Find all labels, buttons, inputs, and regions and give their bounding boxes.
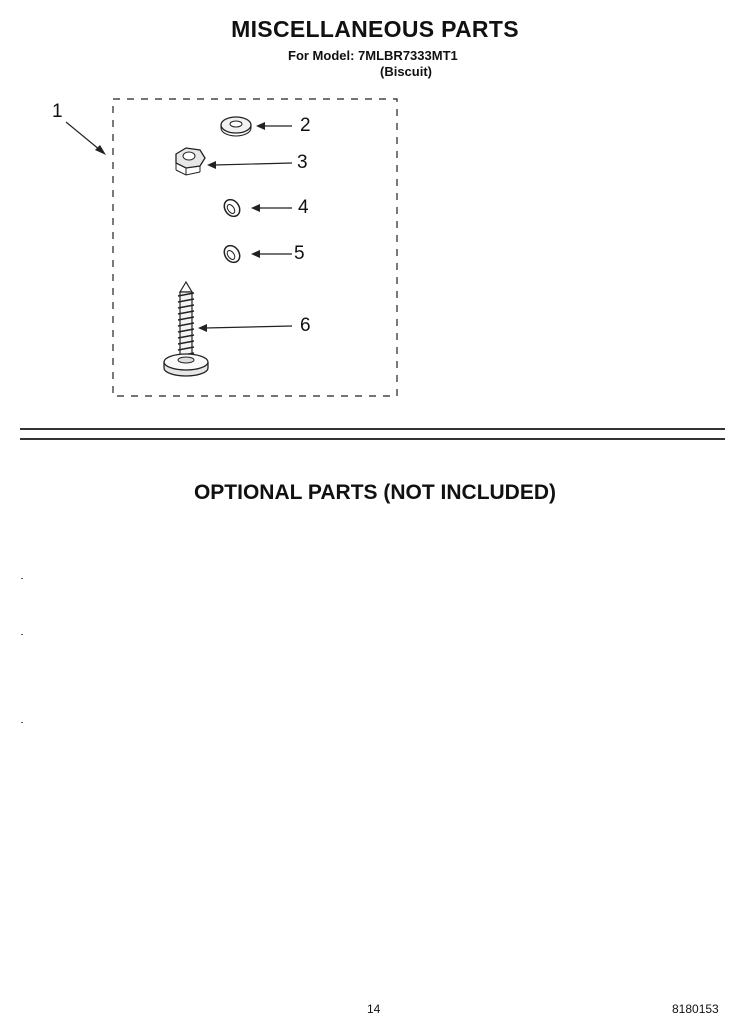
optional-parts-title: OPTIONAL PARTS (NOT INCLUDED) bbox=[193, 481, 557, 504]
document-number: 8180153 bbox=[672, 1002, 719, 1016]
callout-2: 2 bbox=[300, 115, 311, 136]
margin-mark bbox=[21, 578, 23, 579]
callout-1: 1 bbox=[52, 101, 63, 122]
leader-3 bbox=[207, 161, 292, 169]
model-line: For Model: 7MLBR7333MT1 bbox=[288, 48, 458, 63]
callout-4: 4 bbox=[298, 197, 309, 218]
page-title: MISCELLANEOUS PARTS bbox=[231, 16, 519, 42]
clip-icon bbox=[221, 197, 243, 220]
page-number: 14 bbox=[367, 1002, 381, 1016]
margin-mark bbox=[21, 722, 23, 723]
parts-group-box bbox=[113, 99, 397, 396]
callout-3: 3 bbox=[297, 152, 308, 173]
color-line: (Biscuit) bbox=[380, 64, 432, 79]
leader-6 bbox=[198, 324, 292, 332]
hex-nut-icon bbox=[176, 148, 205, 175]
callout-6: 6 bbox=[300, 315, 311, 336]
leader-5 bbox=[251, 250, 292, 258]
margin-mark bbox=[21, 634, 23, 635]
leader-2 bbox=[256, 122, 292, 130]
leader-1 bbox=[66, 122, 106, 155]
clip-icon bbox=[221, 243, 243, 266]
callout-5: 5 bbox=[294, 243, 305, 264]
washer-icon bbox=[221, 117, 251, 136]
leader-4 bbox=[251, 204, 292, 212]
section-divider-bottom bbox=[20, 438, 725, 440]
section-divider-top bbox=[20, 428, 725, 430]
